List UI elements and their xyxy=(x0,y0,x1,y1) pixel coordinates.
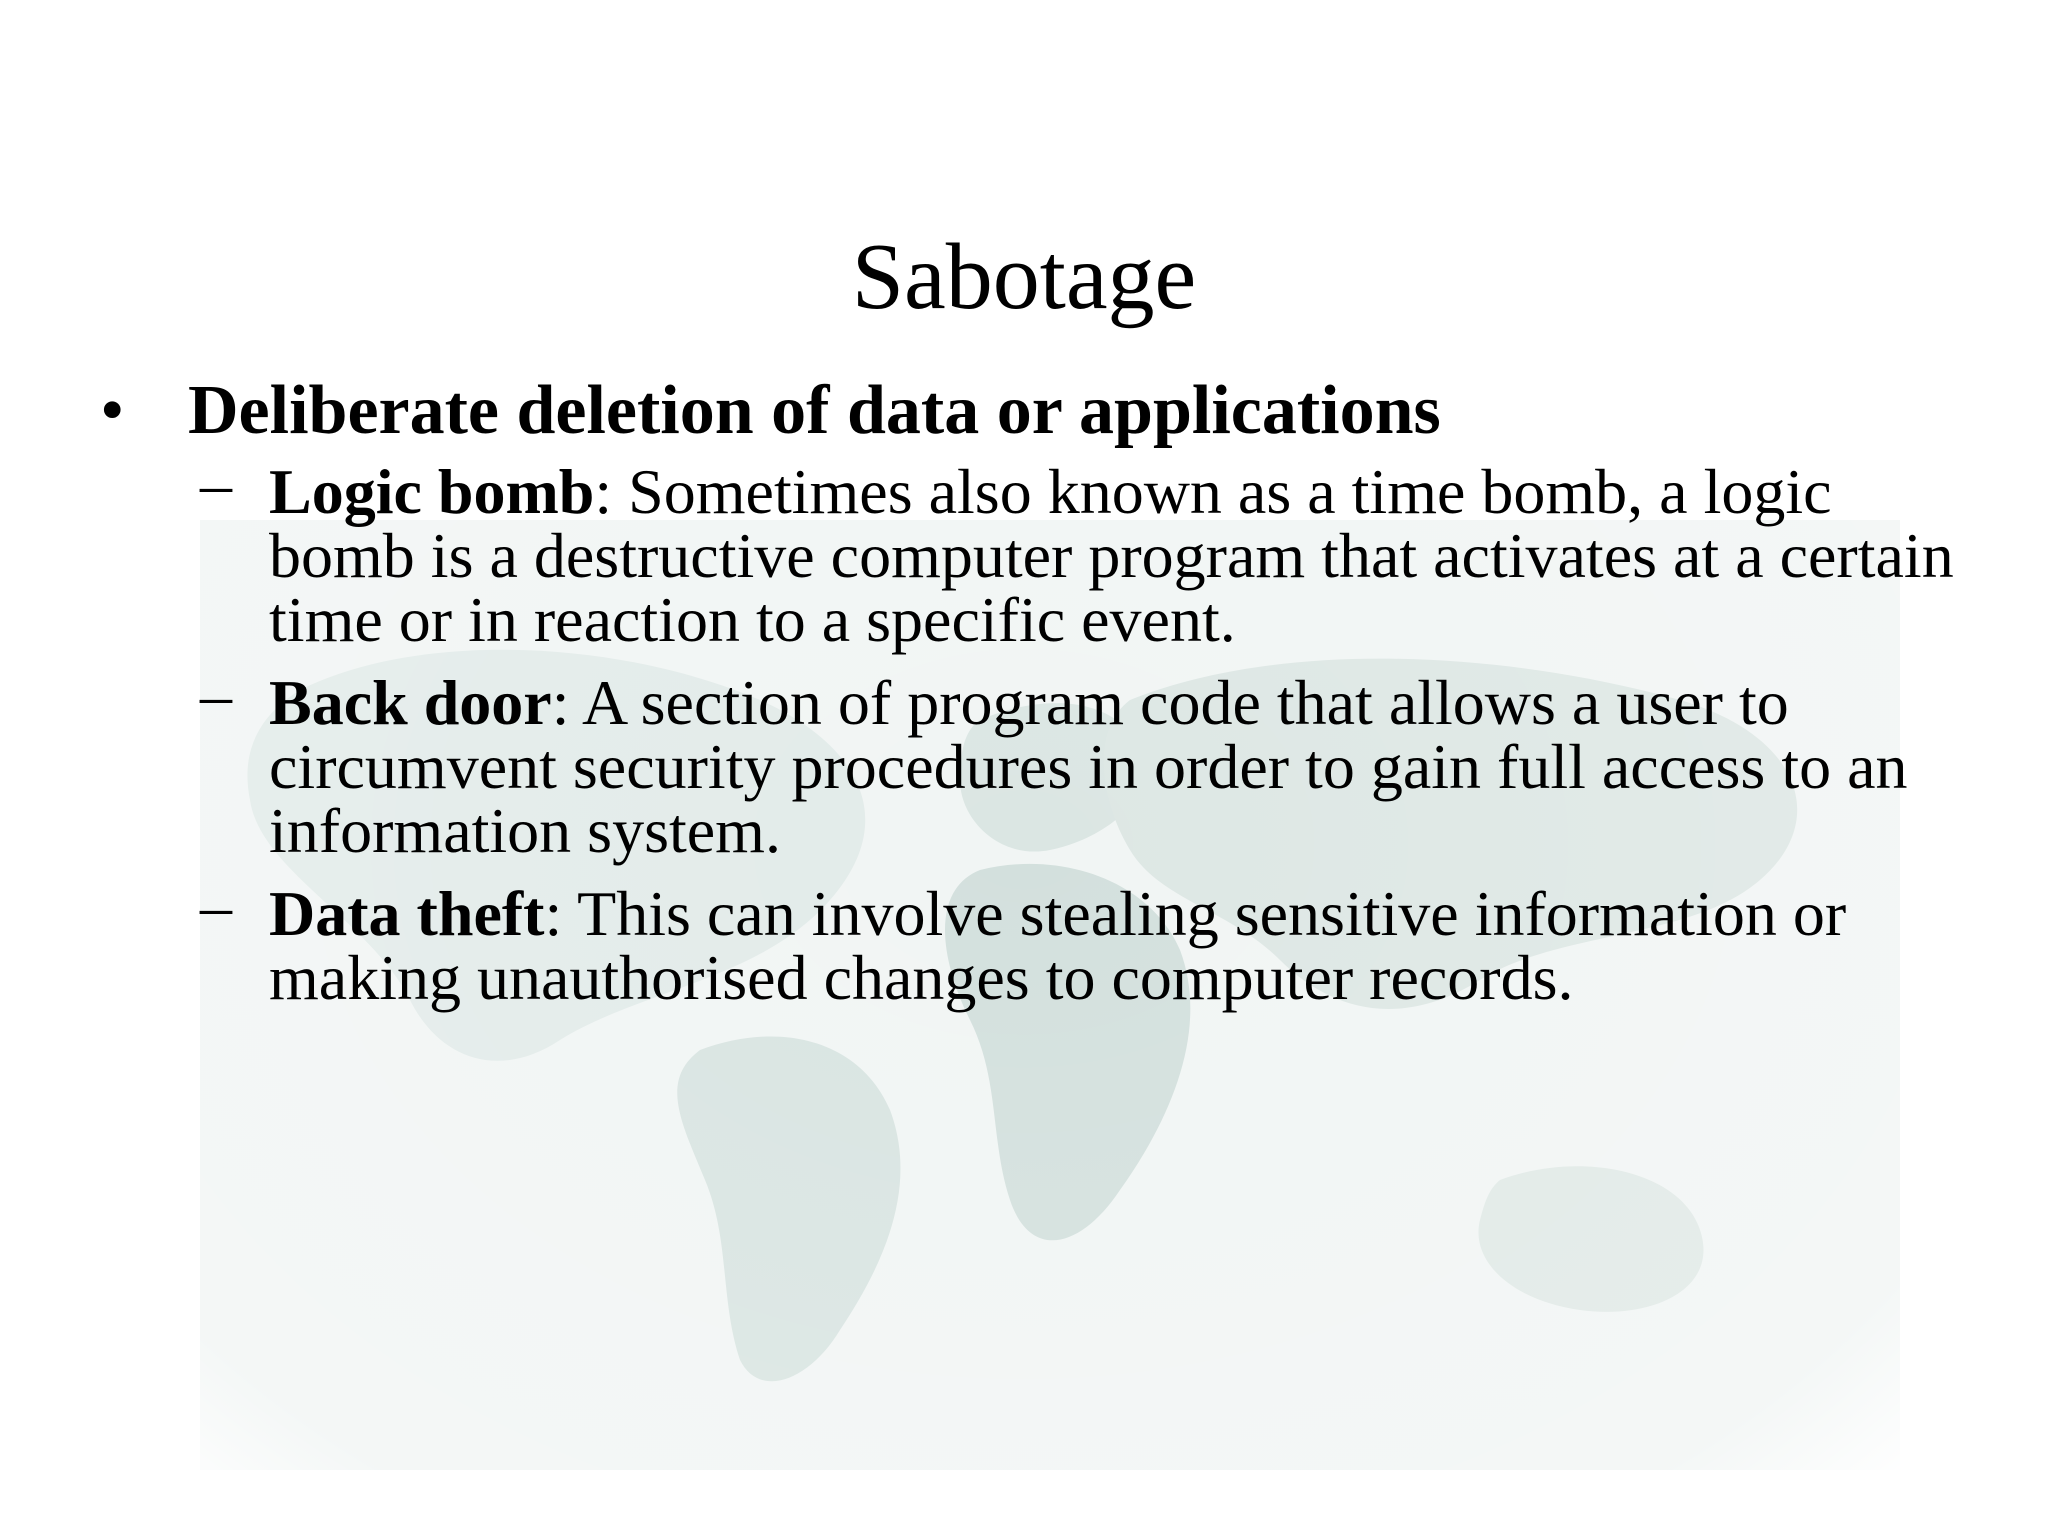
term-data-theft: Data theft xyxy=(269,878,545,949)
term-back-door: Back door xyxy=(269,667,552,738)
sub-item-logic-bomb xyxy=(200,448,1980,655)
sub-item-text xyxy=(269,667,1980,866)
slide-title: Sabotage xyxy=(851,225,1197,329)
definition-logic-bomb: : Sometimes also known as a time bomb, a logic bomb is a destructive computer program that activates at a certain time or in reaction to a specific event. xyxy=(269,456,1954,655)
sub-item-text xyxy=(269,456,1980,655)
term-logic-bomb: Logic bomb xyxy=(269,456,595,527)
dash-marker: – xyxy=(200,870,232,941)
definition-back-door: : A section of program code that allows a user to circumvent security procedures in order to gain full access to an information system. xyxy=(269,667,1908,866)
dash-marker: – xyxy=(200,448,232,519)
definition-data-theft: : This can involve stealing sensitive information or making unauthorised changes to computer records. xyxy=(269,878,1847,1013)
sub-item-text xyxy=(269,878,1980,1013)
sub-item-data-theft xyxy=(200,870,1980,1013)
dash-marker: – xyxy=(200,659,232,730)
bullet-marker: • xyxy=(100,372,125,449)
main-bullet-text: Deliberate deletion of data or applications xyxy=(188,372,1441,449)
sub-item-back-door xyxy=(200,659,1980,866)
